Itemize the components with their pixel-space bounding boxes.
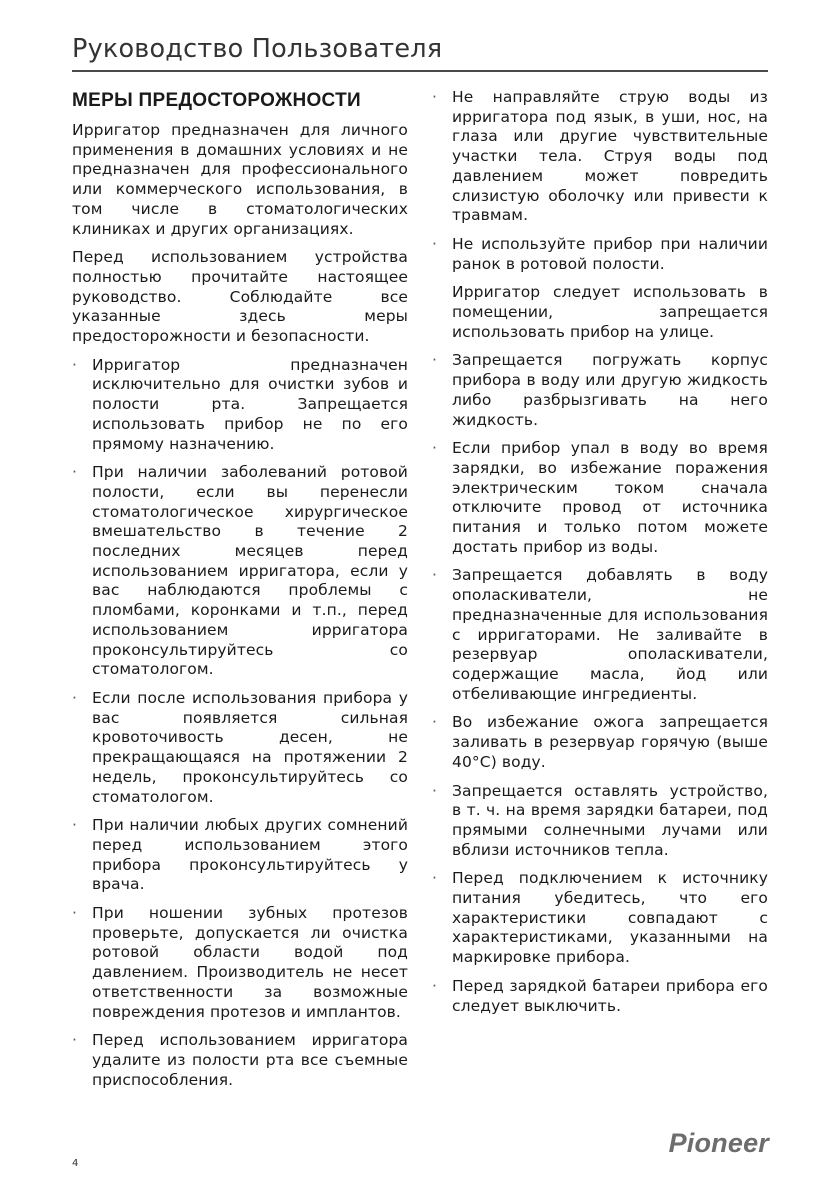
list-item: · Перед использованием ирригатора удалите из полости рта все съемные приспособления. <box>72 1031 408 1089</box>
list-item: · Перед подключением к источнику питания убедитесь, что его характеристики совпадают с характеристиками, указанными на маркировке прибора. <box>432 869 768 967</box>
bullet-icon: · <box>432 351 438 370</box>
precautions-list-left <box>72 356 408 1091</box>
bullet-icon: · <box>72 1031 78 1050</box>
bullet-icon: · <box>72 904 78 923</box>
bullet-icon: · <box>72 688 78 707</box>
bullet-icon: · <box>432 781 438 800</box>
list-item: · Во избежание ожога запрещается заливать в резервуар горячую (выше 40°C) воду. <box>432 713 768 771</box>
brand-logo: Pioneer <box>668 1128 769 1158</box>
bullet-icon: · <box>72 463 78 482</box>
right-column <box>432 88 768 1025</box>
intro-paragraph: Ирригатор предназначен для личного применения в домашних условиях и не предназначен для профессионального или коммерческого использования, в том числе в стоматологических клиниках и других организациях. <box>72 121 408 238</box>
list-item: · Ирригатор предназначен исключительно для очистки зубов и полости рта. Запрещается использовать прибор не по его прямому назначению. <box>72 355 408 453</box>
bullet-icon: · <box>432 713 438 732</box>
bullet-icon: · <box>432 88 438 106</box>
list-item: · При ношении зубных протезов проверьте, допускается ли очистка ротовой области водой под давлением. Производитель не несет ответственности за возможные повреждения протезов и имплантов. <box>72 904 408 1021</box>
bullet-icon: · <box>432 439 438 458</box>
precautions-list-right-a <box>432 88 768 274</box>
bullet-icon: · <box>432 976 438 995</box>
list-item: · При наличии любых других сомнений перед использованием этого прибора проконсультируйтесь у врача. <box>72 816 408 894</box>
list-item: · Запрещается погружать корпус прибора в воду или другую жидкость либо разбрызгивать на него жидкость. <box>432 351 768 429</box>
list-item: · Запрещается добавлять в воду ополаскиватели, не предназначенные для использования с ирригаторами. Не заливайте в резервуар ополаскиватели, содержащие масла, йод или отбеливающие ингредиенты. <box>432 566 768 703</box>
bullet-icon: · <box>72 355 78 374</box>
list-item: · Если после использования прибора у вас появляется сильная кровоточивость десен, не прекращающаяся на протяжении 2 недель, проконсультируйтесь со стоматологом. <box>72 688 408 806</box>
page-number: 4 <box>72 1158 79 1169</box>
list-item: · Не направляйте струю воды из ирригатора под язык, в уши, нос, на глаза или другие чувствительные участки тела. Струя воды под давлением может повредить слизистую оболочку или привести к травмам. <box>432 88 768 225</box>
precautions-list-right-b <box>432 351 768 1016</box>
page-header-title: Руководство Пользователя <box>72 34 443 64</box>
indoor-use-note: Ирригатор следует использовать в помещении, запрещается использовать прибор на улице. <box>452 283 768 341</box>
bullet-icon: · <box>432 566 438 585</box>
bullet-icon: · <box>432 869 438 888</box>
left-column <box>72 88 408 1099</box>
list-item: · Перед зарядкой батареи прибора его следует выключить. <box>432 976 768 1015</box>
intro-paragraph: Перед использованием устройства полностью прочитайте настоящее руководство. Соблюдайте все указанные здесь меры предосторожности и безопасности. <box>72 248 408 346</box>
list-item: · Если прибор упал в воду во время зарядки, во избежание поражения электрическим током сначала отключите провод от источника питания и только потом можете достать прибор из воды. <box>432 439 768 556</box>
header-divider <box>72 70 768 72</box>
bullet-icon: · <box>432 234 438 253</box>
bullet-icon: · <box>72 816 78 835</box>
list-item: · Запрещается оставлять устройство, в т. ч. на время зарядки батареи, под прямыми солнечными лучами или вблизи источников тепла. <box>432 781 768 859</box>
list-item: · Не используйте прибор при наличии ранок в ротовой полости. <box>432 234 768 273</box>
section-heading: МЕРЫ ПРЕДОСТОРОЖНОСТИ <box>72 90 361 111</box>
list-item: · При наличии заболеваний ротовой полости, если вы перенесли стоматологическое хирургическое вмешательство в течение 2 последних месяцев перед использованием ирригатора, если у вас наблюдаются проблемы с пломбами, коронками и т.п., перед использованием ирригатора проконсультируйтесь со стоматологом. <box>72 463 408 679</box>
